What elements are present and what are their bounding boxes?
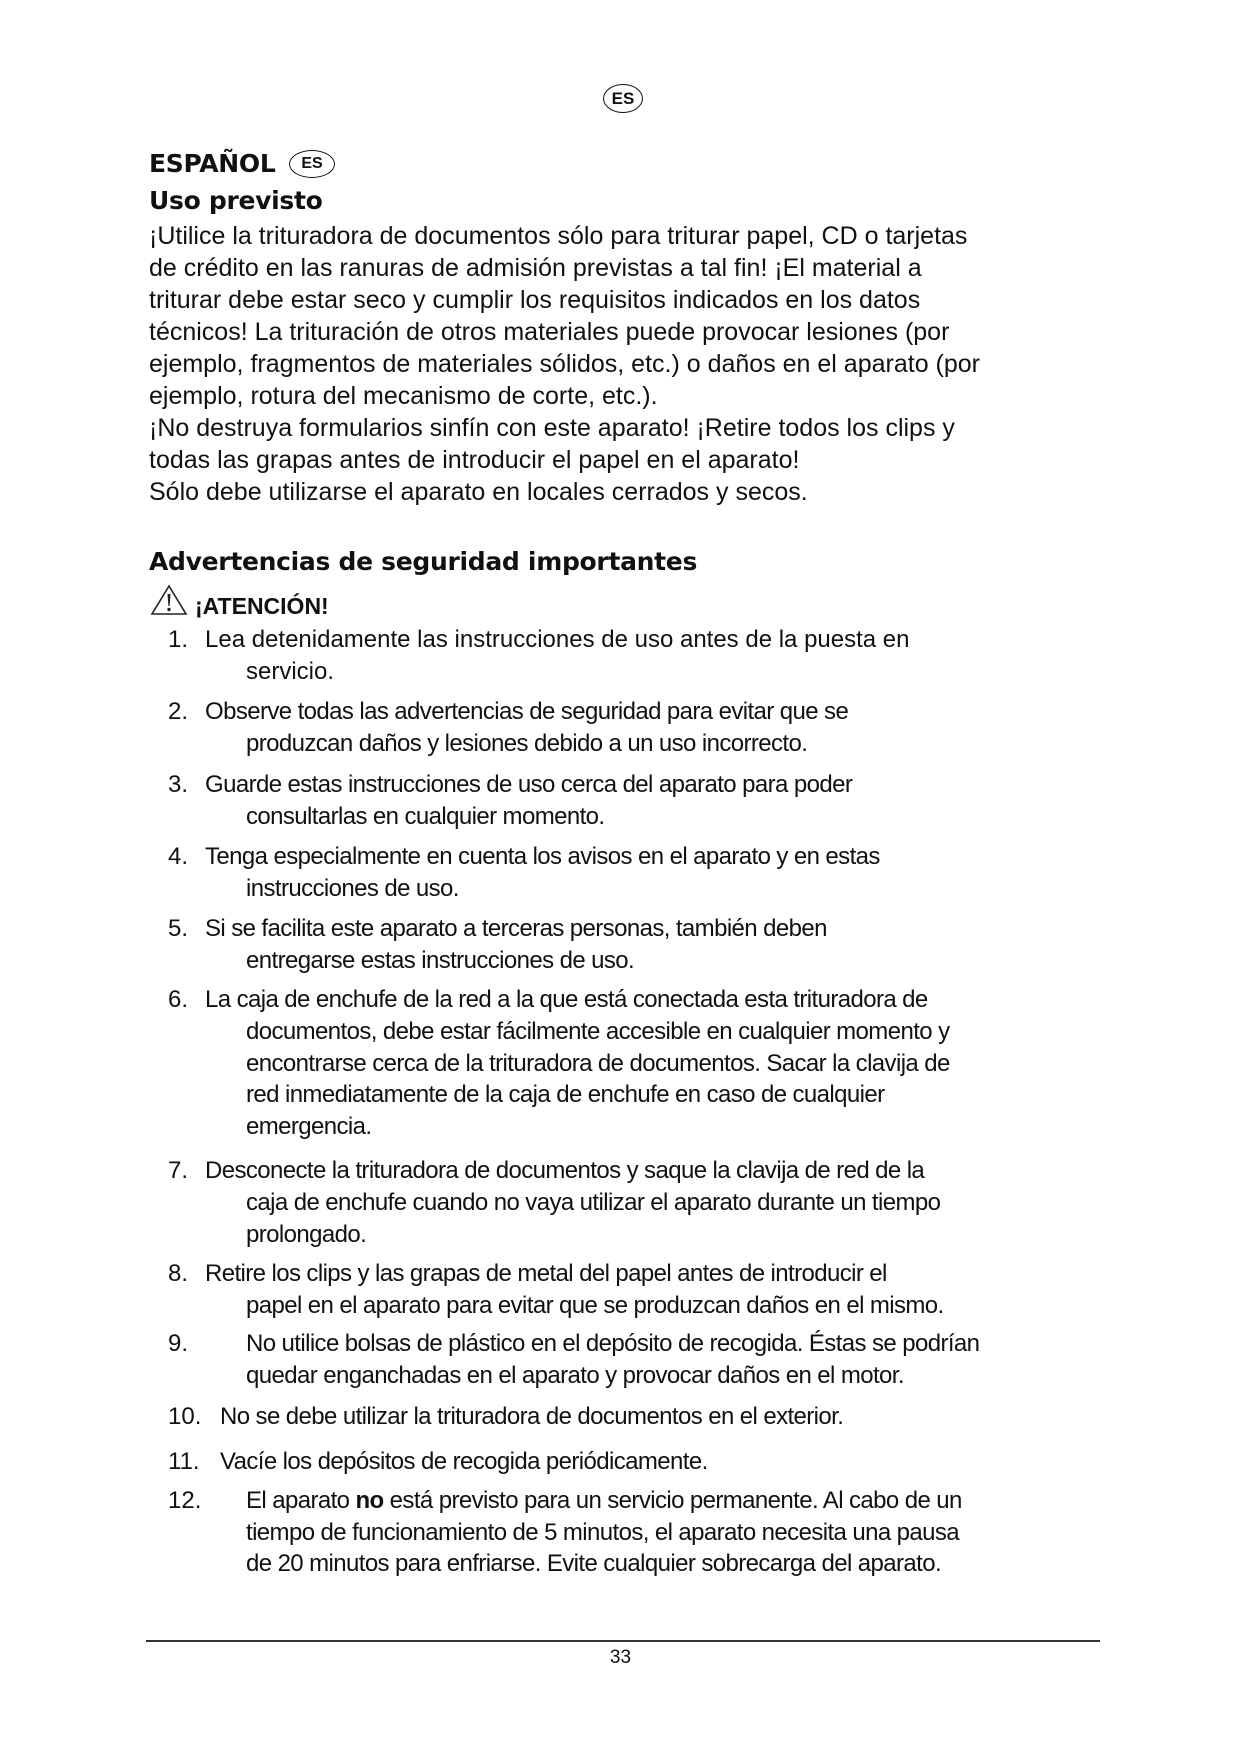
text-segment: El aparato	[246, 1487, 356, 1514]
list-item-line: consultarlas en cualquier momento.	[246, 802, 605, 830]
list-item-line: Lea detenidamente las instrucciones de uso antes de la puesta en	[205, 626, 910, 653]
language-badge: ES	[289, 150, 335, 178]
list-item-line: documentos, debe estar fácilmente accesible en cualquier momento y	[246, 1017, 950, 1045]
list-item-line: La caja de enchufe de la red a la que está conectada esta trituradora de	[205, 986, 928, 1013]
list-item-number: 10.	[168, 1403, 202, 1430]
list-item-line: quedar enganchadas en el aparato y provocar daños en el motor.	[246, 1361, 904, 1389]
footer-divider	[146, 1640, 1100, 1642]
list-item-line: papel en el aparato para evitar que se produzcan daños en el mismo.	[246, 1291, 944, 1319]
attention-label: ¡ATENCIÓN!	[195, 593, 329, 619]
list-item-line: entregarse estas instrucciones de uso.	[246, 946, 635, 974]
list-item-number: 6.	[168, 986, 189, 1013]
list-item-number: 2.	[168, 698, 189, 725]
list-item-line: Tenga especialmente en cuenta los avisos en el aparato y en estas	[205, 843, 880, 870]
list-item-line: Retire los clips y las grapas de metal del papel antes de introducir el	[205, 1260, 887, 1287]
list-item-line: caja de enchufe cuando no vaya utilizar el aparato durante un tiempo	[246, 1188, 941, 1216]
paragraph-line: de crédito en las ranuras de admisión previstas a tal fin! ¡El material a	[149, 254, 922, 282]
emphasis-text: no	[355, 1487, 384, 1514]
list-item-line: Guarde estas instrucciones de uso cerca del aparato para poder	[205, 771, 853, 798]
list-item-number: 11.	[168, 1448, 200, 1475]
list-item-line: tiempo de funcionamiento de 5 minutos, el aparato necesita una pausa	[246, 1518, 960, 1546]
page-number: 33	[609, 1647, 632, 1668]
list-item-number: 8.	[168, 1260, 189, 1287]
list-item-line: servicio.	[246, 657, 335, 685]
list-item-line: No se debe utilizar la trituradora de documentos en el exterior.	[220, 1403, 844, 1430]
list-item-number: 5.	[168, 915, 189, 942]
list-item-line: produzcan daños y lesiones debido a un uso incorrecto.	[246, 729, 808, 757]
list-item-line: instrucciones de uso.	[246, 874, 459, 902]
list-item-line	[246, 1485, 962, 1517]
list-item-line: red inmediatamente de la caja de enchufe en caso de cualquier	[246, 1081, 885, 1109]
list-item-line: Vacíe los depósitos de recogida periódicamente.	[220, 1448, 708, 1475]
language-title: ESPAÑOL	[149, 149, 276, 178]
list-item-line: emergencia.	[246, 1113, 372, 1141]
list-item-line: Observe todas las advertencias de seguridad para evitar que se	[205, 698, 849, 725]
text-segment: está previsto para un servicio permanente. Al cabo de un	[383, 1487, 962, 1514]
paragraph-line: ¡No destruya formularios sinfín con este aparato! ¡Retire todos los clips y	[149, 414, 955, 442]
list-item-line: de 20 minutos para enfriarse. Evite cualquier sobrecarga del aparato.	[246, 1550, 942, 1577]
list-item-number: 7.	[168, 1157, 189, 1184]
list-item-line: prolongado.	[246, 1220, 367, 1248]
list-item-line: Si se facilita este aparato a terceras personas, también deben	[205, 915, 827, 942]
language-badge-top: ES	[603, 84, 643, 113]
paragraph-line: ejemplo, fragmentos de materiales sólidos, etc.) o daños en el aparato (por	[149, 350, 981, 378]
list-item-line: Desconecte la trituradora de documentos y saque la clavija de red de la	[205, 1157, 925, 1184]
section-heading-safety: Advertencias de seguridad importantes	[149, 547, 698, 576]
paragraph-line: ¡Utilice la trituradora de documentos sólo para triturar papel, CD o tarjetas	[149, 222, 968, 250]
list-item-number: 1.	[168, 626, 189, 653]
paragraph-line: ejemplo, rotura del mecanismo de corte, etc.).	[149, 382, 658, 410]
paragraph-line: triturar debe estar seco y cumplir los requisitos indicados en los datos	[149, 286, 921, 314]
paragraph-line: todas las grapas antes de introducir el papel en el aparato!	[149, 446, 800, 474]
list-item-line: No utilice bolsas de plástico en el depósito de recogida. Éstas se podrían	[246, 1330, 980, 1357]
list-item-line: encontrarse cerca de la trituradora de documentos. Sacar la clavija de	[246, 1049, 950, 1077]
list-item-number: 12.	[168, 1487, 202, 1514]
section-heading-intended-use: Uso previsto	[149, 186, 323, 215]
list-item-number: 4.	[168, 843, 189, 870]
paragraph-line: Sólo debe utilizarse el aparato en locales cerrados y secos.	[149, 478, 808, 506]
paragraph-line: técnicos! La trituración de otros materiales puede provocar lesiones (por	[149, 318, 950, 346]
list-item-number: 3.	[168, 771, 189, 798]
list-item-number: 9.	[168, 1330, 189, 1357]
warning-triangle-icon	[150, 584, 188, 616]
